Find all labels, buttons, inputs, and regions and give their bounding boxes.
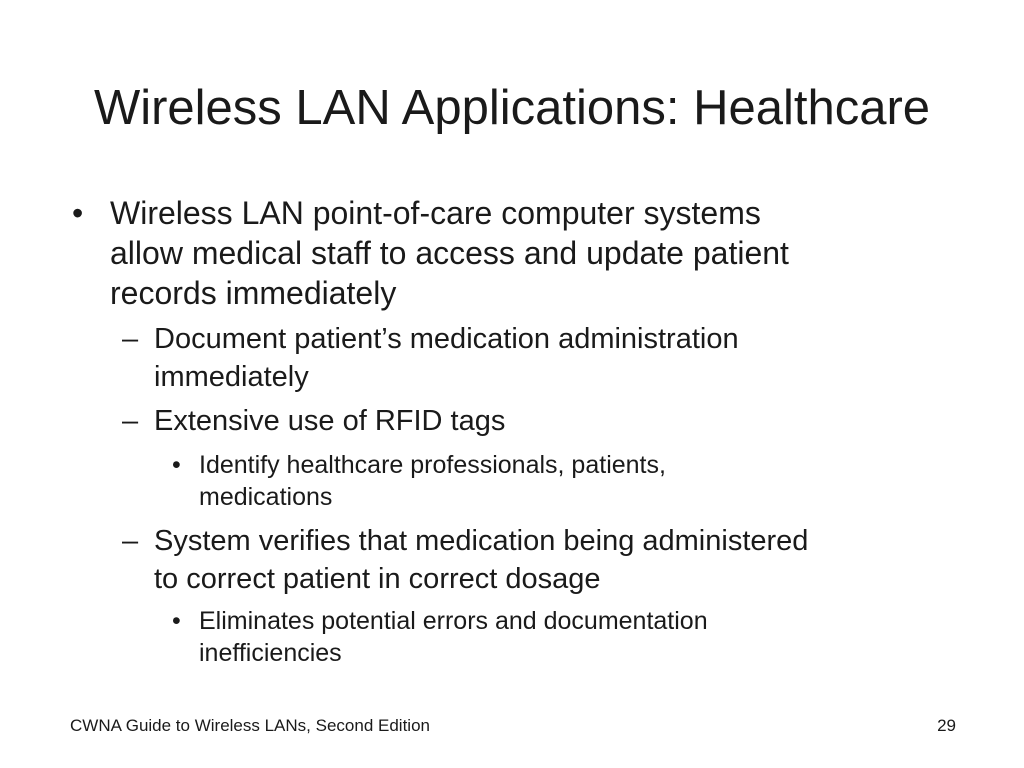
bullet-line: Identify healthcare professionals, patients, — [199, 451, 666, 479]
bullet-text — [110, 193, 789, 313]
bullet-text — [154, 402, 505, 440]
bullet-line: inefficiencies — [199, 639, 342, 667]
bullet-line: records immediately — [110, 275, 397, 311]
bullet-text — [154, 320, 739, 396]
dash-marker: – — [122, 323, 139, 355]
bullet-line: medications — [199, 483, 333, 511]
bullet-line: Extensive use of RFID tags — [154, 405, 506, 437]
footer-source: CWNA Guide to Wireless LANs, Second Edition — [70, 716, 430, 735]
bullet-line: System verifies that medication being administered — [154, 525, 809, 557]
bullet-line: Document patient’s medication administration — [154, 323, 739, 355]
page-number: 29 — [937, 716, 956, 735]
slide-title: Wireless LAN Applications: Healthcare — [93, 81, 931, 135]
bullet-marker: • — [172, 451, 181, 479]
bullet-line: to correct patient in correct dosage — [154, 563, 601, 595]
bullet-text — [154, 522, 808, 598]
bullet-text — [199, 605, 708, 669]
dash-marker: – — [122, 525, 139, 557]
bullet-marker: • — [172, 607, 181, 635]
bullet-text — [199, 449, 666, 513]
bullet-line: immediately — [154, 361, 309, 393]
bullet-line: Wireless LAN point-of-care computer systems — [110, 195, 761, 231]
bullet-marker: • — [72, 195, 84, 231]
bullet-line: allow medical staff to access and update patient — [110, 235, 789, 271]
dash-marker: – — [122, 405, 139, 437]
bullet-line: Eliminates potential errors and documentation — [199, 607, 708, 635]
